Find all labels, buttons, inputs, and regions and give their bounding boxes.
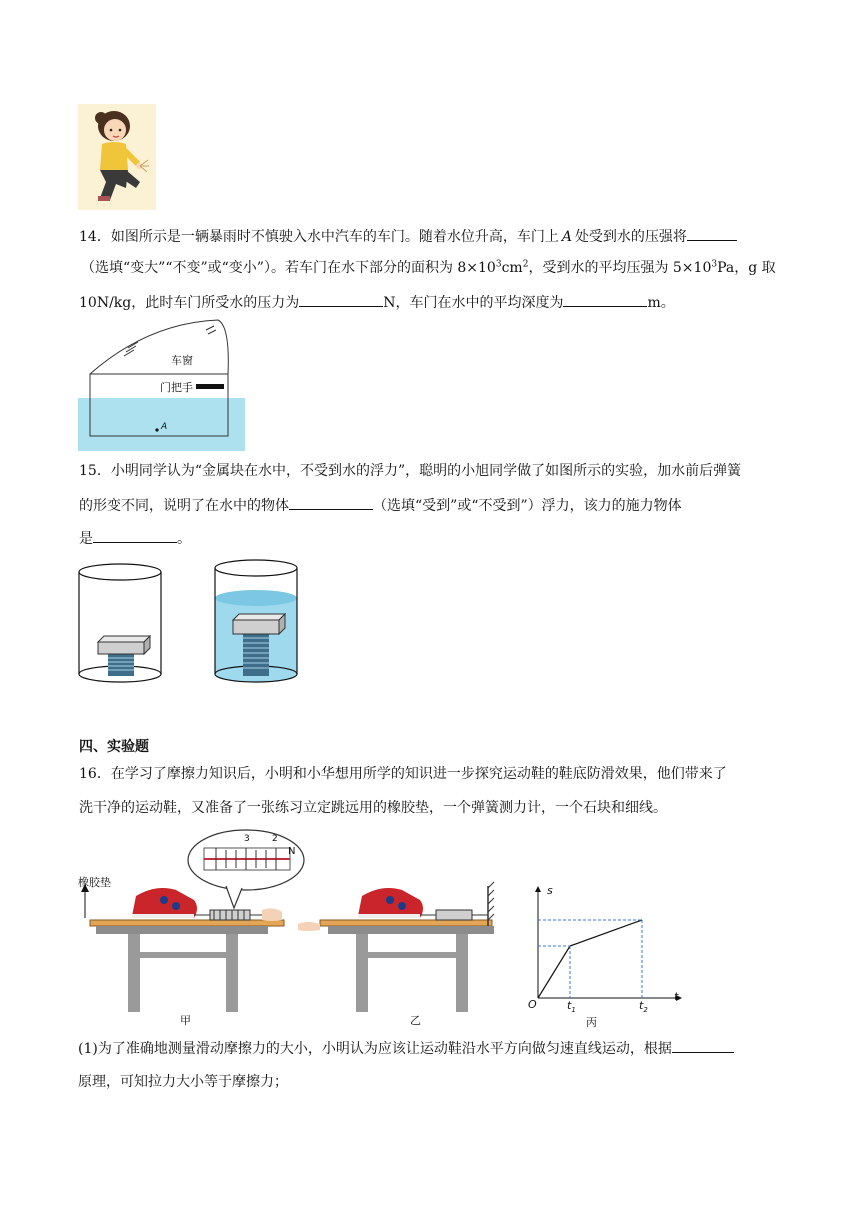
setup-b	[298, 882, 494, 1012]
answer-blank[interactable]	[563, 292, 647, 307]
q16-sub1-line-1: (1)为了准确地测量滑动摩擦力的大小，小明认为应该让运动鞋沿水平方向做匀速直线运动，根据	[78, 1038, 734, 1059]
gauge-tick-3: 3	[244, 834, 250, 844]
answer-blank[interactable]	[687, 226, 737, 241]
answer-blank[interactable]	[289, 495, 373, 510]
door-handle-label: 门把手	[160, 381, 193, 394]
graph-axis-t-label: t	[674, 990, 679, 1003]
answer-blank[interactable]	[93, 528, 177, 543]
figure-a-label: 甲	[180, 1014, 191, 1027]
s-t-graph	[535, 886, 682, 1001]
figure-b-label: 乙	[410, 1014, 421, 1027]
q14-line-3: 10N/kg，此时车门所受水的压力为 N，车门在水中的平均深度为 m。	[79, 292, 675, 313]
graph-t2-label: $t_2$	[639, 999, 648, 1015]
q14-line-2: （选填“变大”“不变”或“变小”）。若车门在水下部分的面积为 $8\times 10^3cm^2$，受到水的平均压强为 $5\times 10^3Pa$，g 取	[81, 259, 776, 276]
answer-blank[interactable]	[672, 1038, 734, 1053]
spring-coil	[243, 634, 269, 676]
setup-a	[81, 830, 304, 1012]
q16-line-2: 洗干净的运动鞋，又准备了一张练习立定跳远用的橡胶垫，一个弹簧测力计，一个石块和细线。	[79, 800, 667, 816]
point-a-label: A	[161, 422, 168, 432]
spring-coil	[108, 654, 134, 676]
gauge-tick-2: 2	[272, 834, 278, 844]
water-beaker	[215, 560, 297, 682]
beaker-experiment-figure	[78, 558, 302, 688]
gauge-unit-label: N	[288, 846, 296, 857]
rubber-mat-label: 橡胶垫	[78, 876, 111, 889]
friction-experiment-figure	[76, 826, 686, 1029]
q15-line-1: 15．小明同学认为“金属块在水中，不受到水的浮力”，聪明的小旭同学做了如图所示的实验，加水前后弹簧	[79, 463, 742, 479]
figure-c-label: 丙	[586, 1016, 597, 1029]
graph-t1-label: $t_1$	[567, 999, 576, 1015]
section-title: 四、实验题	[79, 739, 149, 755]
car-door-figure	[78, 318, 246, 452]
empty-beaker	[79, 564, 161, 682]
q16-sub1-line-2: 原理，可知拉力大小等于摩擦力；	[78, 1074, 288, 1090]
graph-axis-s-label: s	[547, 884, 553, 897]
friction-drawing	[76, 826, 686, 1026]
q14-line-1: 14．如图所示是一辆暴雨时不慎驶入水中汽车的车门。随着水位升高，车门上 A 处受到水的压强将	[79, 226, 737, 247]
car-window-label: 车窗	[171, 354, 193, 367]
q15-line-3: 是 。	[79, 528, 191, 549]
q15-line-2: 的形变不同，说明了在水中的物体 （选填“受到”或“不受到”）浮力，该力的施力物体	[79, 495, 682, 516]
answer-blank[interactable]	[299, 292, 383, 307]
girl-illustration	[78, 104, 156, 210]
q16-line-1: 16．在学习了摩擦力知识后，小明和小华想用所学的知识进一步探究运动鞋的鞋底防滑效果，他们带来了	[79, 766, 727, 782]
graph-origin-label: O	[528, 998, 537, 1011]
